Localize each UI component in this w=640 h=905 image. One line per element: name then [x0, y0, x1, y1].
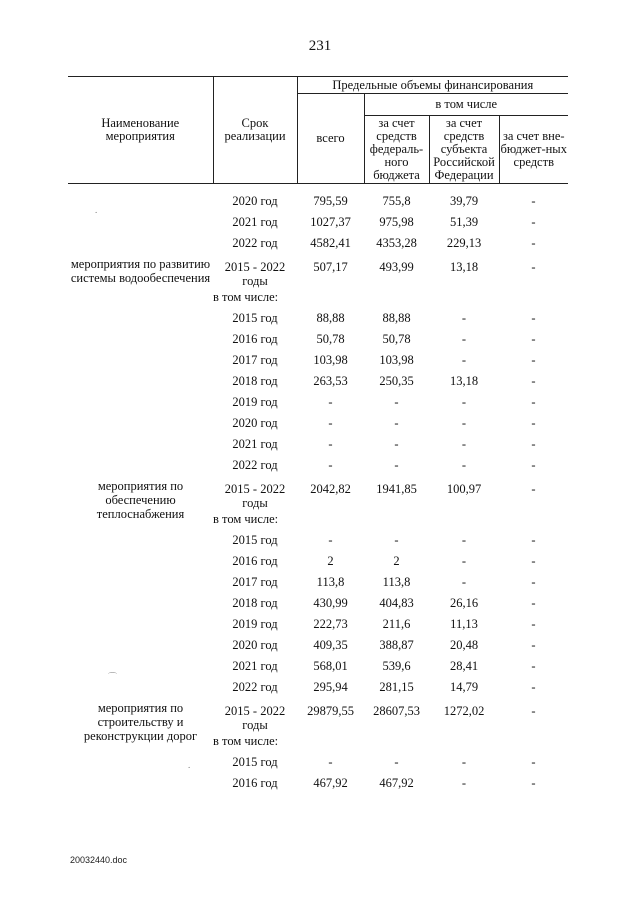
federal-cell: 4353,28	[376, 236, 417, 250]
total-cell: 88,88	[316, 311, 345, 325]
extra-cell: -	[531, 617, 536, 631]
period-cell: 2019 год	[232, 395, 278, 409]
total-cell: 795,59	[313, 194, 348, 208]
total-cell: 103,98	[313, 353, 348, 367]
extra-cell: -	[531, 374, 536, 388]
federal-cell: 388,87	[379, 638, 414, 652]
header-period: Срок реализации	[213, 77, 297, 184]
total-cell: -	[328, 437, 333, 451]
measure-name: мероприятия по строительству и реконструкции дорог	[83, 701, 198, 743]
scan-speck: .	[188, 760, 191, 770]
period-cell: 2020 год	[232, 416, 278, 430]
regional-cell: -	[461, 755, 467, 769]
extra-cell: -	[531, 353, 536, 367]
federal-cell: 28607,53	[373, 704, 420, 718]
federal-cell: 975,98	[379, 215, 414, 229]
extra-cell: -	[531, 776, 536, 790]
including-label: в том числе:	[213, 734, 279, 748]
total-cell: 295,94	[313, 680, 348, 694]
total-cell: 507,17	[313, 260, 348, 274]
period-cell: 2020 год	[232, 194, 278, 208]
total-cell: -	[328, 458, 333, 472]
period-cell: 2022 год	[232, 236, 278, 250]
extra-cell: -	[531, 236, 536, 250]
regional-cell: -	[461, 311, 467, 325]
extra-cell: -	[531, 575, 536, 589]
federal-cell: 1941,85	[376, 482, 417, 496]
federal-cell: 404,83	[379, 596, 414, 610]
regional-cell: 11,13	[450, 617, 478, 631]
period-cell: 2016 год	[232, 554, 278, 568]
header-extra: за счет вне-бюджет-ных средств	[499, 116, 568, 184]
federal-cell: 211,6	[382, 617, 411, 631]
header-total: всего	[297, 94, 364, 184]
header-regional: за счет средств субъекта Российской Федерации	[429, 116, 499, 184]
federal-cell: 103,98	[379, 353, 414, 367]
regional-cell: -	[461, 575, 467, 589]
period-cell: 2021 год	[232, 437, 278, 451]
page-number: 231	[308, 38, 332, 54]
federal-cell: 755,8	[382, 194, 411, 208]
regional-cell: -	[461, 554, 467, 568]
total-cell: 409,35	[313, 638, 348, 652]
period-cell: 2015 год	[232, 755, 278, 769]
regional-cell: -	[461, 776, 467, 790]
federal-cell: 467,92	[379, 776, 414, 790]
total-cell: -	[328, 395, 333, 409]
federal-cell: -	[394, 533, 399, 547]
period-cell: 2017 год	[232, 353, 278, 367]
federal-cell: 50,78	[382, 332, 411, 346]
period-cell: 2016 год	[232, 332, 278, 346]
extra-cell: -	[531, 194, 536, 208]
total-cell: 2	[327, 554, 334, 568]
total-cell: -	[328, 416, 333, 430]
regional-cell: 14,79	[449, 680, 479, 694]
extra-cell: -	[531, 416, 536, 430]
period-cell: 2019 год	[232, 617, 278, 631]
extra-cell: -	[531, 638, 536, 652]
total-cell: -	[328, 533, 333, 547]
regional-cell: 39,79	[449, 194, 479, 208]
regional-cell: 100,97	[446, 482, 482, 496]
period-cell: 2016 год	[232, 776, 278, 790]
federal-cell: -	[394, 458, 399, 472]
federal-cell: 88,88	[382, 311, 411, 325]
table-row	[68, 194, 568, 215]
extra-cell: -	[531, 437, 536, 451]
period-cell: 2022 год	[232, 680, 278, 694]
total-cell: 263,53	[313, 374, 348, 388]
period-cell: 2015 - 2022 годы	[224, 260, 286, 288]
table-body	[68, 184, 568, 798]
period-cell: 2015 год	[232, 311, 278, 325]
extra-cell: -	[531, 554, 536, 568]
regional-cell: -	[461, 395, 467, 409]
total-cell: 568,01	[313, 659, 348, 673]
period-cell: 2021 год	[232, 659, 278, 673]
regional-cell: 26,16	[449, 596, 479, 610]
extra-cell: -	[531, 533, 536, 547]
federal-cell: 2	[393, 554, 400, 568]
period-cell: 2015 - 2022 годы	[224, 704, 286, 732]
including-label: в том числе:	[213, 290, 279, 304]
regional-cell: -	[461, 458, 467, 472]
federal-cell: 113,8	[382, 575, 411, 589]
regional-cell: 13,18	[449, 374, 479, 388]
document-filename: 20032440.doc	[70, 855, 128, 865]
extra-cell: -	[531, 704, 536, 718]
extra-cell: -	[531, 311, 536, 325]
regional-cell: 229,13	[446, 236, 482, 250]
financing-table	[68, 76, 568, 797]
measure-name: мероприятия по обеспечению теплоснабжения	[96, 479, 185, 521]
measure-name: мероприятия по развитию системы водообеспечения	[70, 257, 211, 285]
scan-speck: ⌒	[108, 672, 118, 682]
regional-cell: 28,41	[449, 659, 479, 673]
total-cell: 4582,41	[310, 236, 351, 250]
extra-cell: -	[531, 332, 536, 346]
period-cell: 2020 год	[232, 638, 278, 652]
measure-name	[68, 194, 213, 257]
regional-cell: 13,18	[449, 260, 479, 274]
header-including: в том числе	[364, 94, 568, 116]
regional-cell: -	[461, 416, 467, 430]
federal-cell: 281,15	[379, 680, 414, 694]
extra-cell: -	[531, 260, 536, 274]
header-federal: за счет средств федераль-ного бюджета	[364, 116, 429, 184]
period-cell: 2022 год	[232, 458, 278, 472]
total-cell: 1027,37	[310, 215, 351, 229]
extra-cell: -	[531, 395, 536, 409]
extra-cell: -	[531, 458, 536, 472]
summary-row	[68, 701, 568, 734]
federal-cell: -	[394, 755, 399, 769]
header-limits: Предельные объемы финансирования	[297, 77, 568, 94]
period-cell: 2018 год	[232, 374, 278, 388]
total-cell: 113,8	[316, 575, 345, 589]
summary-row	[68, 479, 568, 512]
federal-cell: -	[394, 395, 399, 409]
regional-cell: -	[461, 332, 467, 346]
federal-cell: 539,6	[382, 659, 411, 673]
extra-cell: -	[531, 659, 536, 673]
summary-row	[68, 257, 568, 290]
extra-cell: -	[531, 755, 536, 769]
scan-speck: .	[95, 205, 98, 215]
period-cell: 2018 год	[232, 596, 278, 610]
federal-cell: -	[394, 416, 399, 430]
period-cell: 2021 год	[232, 215, 278, 229]
total-cell: 50,78	[316, 332, 345, 346]
header-name: Наименование мероприятия	[68, 77, 213, 184]
total-cell: 222,73	[313, 617, 348, 631]
federal-cell: -	[394, 437, 399, 451]
extra-cell: -	[531, 680, 536, 694]
period-cell: 2017 год	[232, 575, 278, 589]
regional-cell: 51,39	[449, 215, 479, 229]
regional-cell: 20,48	[449, 638, 479, 652]
federal-cell: 493,99	[379, 260, 414, 274]
total-cell: -	[328, 755, 333, 769]
regional-cell: -	[461, 353, 467, 367]
period-cell: 2015 - 2022 годы	[224, 482, 286, 510]
regional-cell: -	[461, 437, 467, 451]
total-cell: 430,99	[313, 596, 348, 610]
regional-cell: 1272,02	[443, 704, 485, 718]
total-cell: 467,92	[313, 776, 348, 790]
extra-cell: -	[531, 596, 536, 610]
regional-cell: -	[461, 533, 467, 547]
federal-cell: 250,35	[379, 374, 414, 388]
total-cell: 29879,55	[307, 704, 354, 718]
extra-cell: -	[531, 482, 536, 496]
including-label: в том числе:	[213, 512, 279, 526]
extra-cell: -	[531, 215, 536, 229]
total-cell: 2042,82	[310, 482, 351, 496]
period-cell: 2015 год	[232, 533, 278, 547]
